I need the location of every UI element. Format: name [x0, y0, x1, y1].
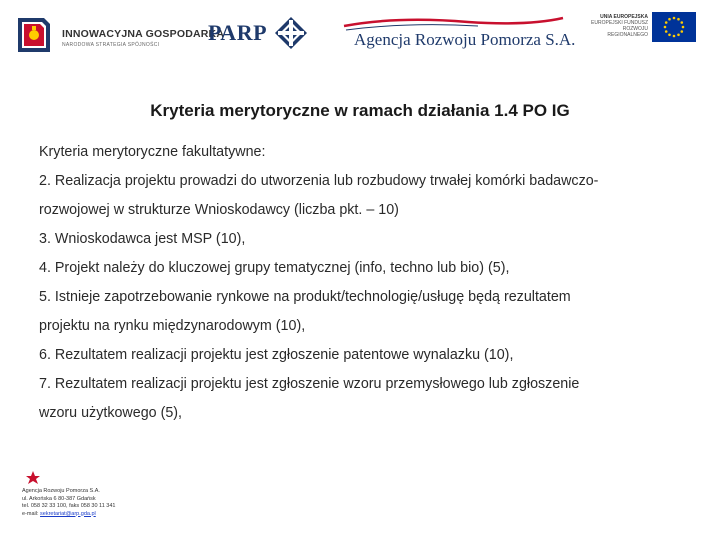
slide-title: Kryteria merytoryczne w ramach działania 1.4 PO IG	[150, 101, 570, 120]
footer-org: Agencja Rozwoju Pomorza S.A.	[22, 488, 100, 494]
eu-logo-line3: ROZWOJU REGIONALNEGO	[607, 26, 648, 38]
ig-logo-subtitle: NARODOWA STRATEGIA SPÓJNOŚCI	[62, 42, 160, 48]
eu-logo-line1: UNIA EUROPEJSKA	[600, 14, 648, 20]
ig-logo-name: INNOWACYJNA GOSPODARKA	[62, 28, 225, 40]
footer-phone: tel. 058 32 33 100, faks 058 30 11 341	[22, 503, 116, 509]
criteria-item-2: 2. Realizacja projektu prowadzi do utworzenia lub rozbudowy trwałej komórki badawczo-	[39, 173, 599, 189]
innowacyjna-gospodarka-logo	[14, 14, 225, 56]
footer-email-label: e-mail:	[22, 510, 41, 517]
eu-logo-text	[586, 14, 648, 38]
criteria-item-6: 6. Rezultatem realizacji projektu jest zgłoszenie patentowe wynalazku (10),	[39, 347, 514, 363]
criteria-heading: Kryteria merytoryczne fakultatywne:	[39, 144, 266, 160]
header-logo-bar	[0, 0, 720, 75]
footer-email-link[interactable]: sekretariat@arp.gda.pl	[40, 510, 96, 517]
footer-email-row	[22, 511, 115, 519]
parp-arrows-icon	[274, 16, 308, 50]
footer-star-icon	[22, 470, 44, 486]
criteria-item-5: 5. Istnieje zapotrzebowanie rynkowe na produkt/technologię/usługę będą rezultatem	[39, 289, 571, 305]
ig-flag-icon	[14, 14, 56, 56]
eu-logo-line2: EUROPEJSKI FUNDUSZ	[591, 20, 648, 26]
footer-contact	[22, 488, 115, 518]
eu-flag-icon	[652, 12, 696, 42]
criteria-item-5-cont: projektu na rynku międzynarodowym (10),	[39, 318, 306, 334]
criteria-list	[39, 138, 699, 428]
parp-logo-text: PARP	[208, 20, 268, 45]
footer-address: ul. Arkońska 6 80-387 Gdańsk	[22, 495, 96, 502]
criteria-item-7: 7. Rezultatem realizacji projektu jest zgłoszenie wzoru przemysłowego lub zgłoszenie	[39, 376, 580, 392]
arp-logo-text: Agencja Rozwoju Pomorza S.A.	[354, 30, 576, 49]
criteria-item-4: 4. Projekt należy do kluczowej grupy tematycznej (info, techno lub bio) (5),	[39, 260, 510, 276]
parp-logo	[208, 14, 308, 54]
criteria-item-2-cont: rozwojowej w strukturze Wnioskodawcy (liczba pkt. – 10)	[39, 202, 399, 218]
criteria-item-7-cont: wzoru użytkowego (5),	[39, 405, 183, 421]
eu-logo	[586, 12, 696, 42]
agencja-rozwoju-pomorza-logo	[338, 14, 576, 56]
criteria-item-3: 3. Wnioskodawca jest MSP (10),	[39, 231, 246, 247]
